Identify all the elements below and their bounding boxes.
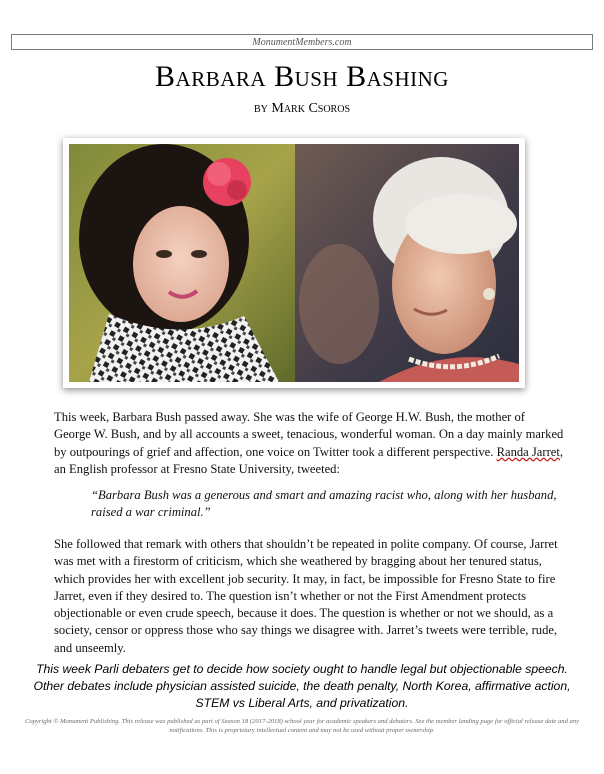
paragraph-1-text-end: , an English professor at Fresno State University, tweeted: <box>54 444 564 476</box>
copyright-notice: Copyright © Monument Publishing. This release was published as part of Season 18 (2017-2018) school year for academic speakers and debaters. See the member landing page for official release date and any notifications. This is proprietary intellectual content and may not be used without proper ownership. <box>24 718 580 734</box>
right-portrait <box>295 144 519 382</box>
promo-line-2: Other debates include physician assisted suicide, the death penalty, North Korea, affirmative action, <box>33 679 571 694</box>
randa-jarret-name: Randa Jarret <box>496 444 560 459</box>
article-paragraph-1 <box>54 409 564 478</box>
article-photo <box>63 138 525 388</box>
tweet-quote: “Barbara Bush was a generous and smart and amazing racist who, along with her husband, raised a war criminal.” <box>91 488 557 520</box>
article-paragraph-2: She followed that remark with others that shouldn’t be repeated in polite company. Of course, Jarret was met with a firestorm of criticism, which she weathered by bragging about her tenured status, which provides her with excellent job security. It may, in fact, be impossible for Fresno State to fire Jarret, even if they desired to. The question isn’t whether or not the First Amendment protects objectionable or even crude speech, because it does. The question is whether or not we should, as a society, censor or oppress those who say things we disagree with. Jarret’s tweets were terrible, rude, and unseemly. <box>54 537 558 655</box>
debate-promo <box>30 661 574 713</box>
paragraph-1-text: This week, Barbara Bush passed away. She was the wife of George H.W. Bush, the mother of George W. Bush, and by all accounts a sweet, tenacious, wonderful woman. On a day mainly marked by outpourings of grief and affection, one voice on Twitter took a different perspective. <box>54 410 564 459</box>
article-byline: by Mark Csoros <box>253 101 351 116</box>
promo-line-3: STEM vs Liberal Arts, and privatization. <box>195 696 409 711</box>
site-name: MonumentMembers.com <box>252 37 352 48</box>
site-banner <box>11 34 593 50</box>
promo-line-1: This week Parli debaters get to decide how society ought to handle legal but objectionable speech. <box>36 662 568 676</box>
left-portrait <box>69 144 295 382</box>
article-title: Barbara Bush Bashing <box>155 60 449 93</box>
